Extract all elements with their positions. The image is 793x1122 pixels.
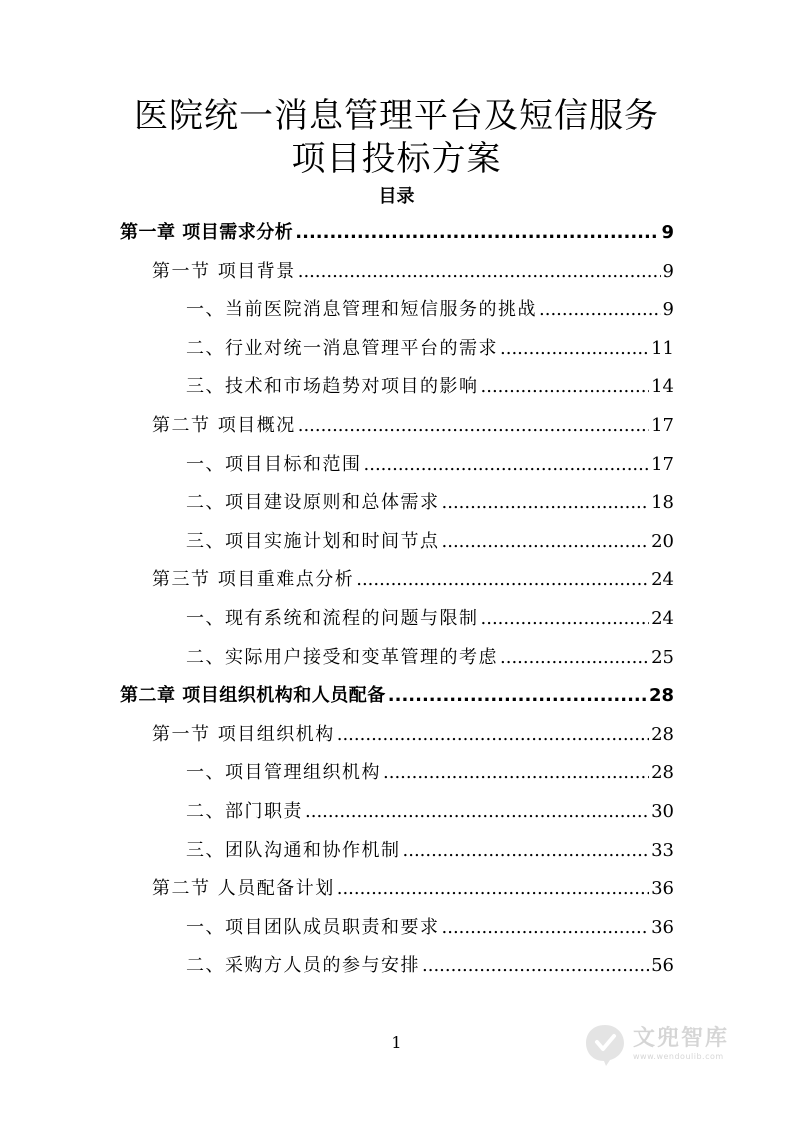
toc-entry-title: 第二节 人员配备计划 [152, 878, 335, 900]
toc-entry-title: 第一章 项目需求分析 [120, 222, 294, 243]
toc-entry-title: 二、部门职责 [186, 801, 303, 822]
toc-section-row [152, 411, 674, 441]
toc-subsection-row [186, 527, 674, 557]
toc-dot-leader [442, 488, 650, 518]
toc-subsection-row [186, 372, 674, 402]
toc-entry-title: 第一节 项目背景 [152, 260, 296, 282]
toc-subsection-row [186, 604, 674, 634]
toc-subsection-row [186, 836, 674, 866]
toc-entry-page: 56 [651, 955, 674, 977]
toc-entry-title: 三、团队沟通和协作机制 [186, 839, 401, 861]
toc-section-row [152, 874, 674, 904]
toc-entry-title: 第二章 项目组织机构和人员配备 [120, 685, 386, 707]
toc-entry-page: 28 [651, 762, 674, 784]
toc-dot-leader [337, 874, 649, 904]
toc-entry-page: 14 [651, 376, 674, 398]
toc-dot-leader [356, 565, 649, 595]
toc-dot-leader [481, 604, 650, 634]
toc-entry-title: 第二节 项目概况 [152, 415, 296, 436]
toc-entry-page: 9 [662, 299, 674, 321]
toc-heading: 目录 [378, 186, 415, 207]
toc-entry-title: 一、现有系统和流程的问题与限制 [186, 608, 479, 629]
toc-dot-leader [383, 758, 649, 788]
toc-dot-leader [364, 450, 650, 480]
toc-entry-page: 36 [651, 878, 674, 900]
toc-entry-page: 28 [648, 685, 674, 707]
toc-entry-page: 28 [651, 723, 674, 745]
toc-entry-title: 二、项目建设原则和总体需求 [186, 492, 440, 514]
toc-entry-page: 18 [651, 492, 674, 514]
toc-dot-leader [337, 720, 649, 750]
toc-dot-leader [305, 797, 649, 827]
toc-subsection-row [186, 295, 674, 325]
toc-dot-leader [388, 681, 647, 711]
toc-entry-page: 17 [651, 453, 674, 475]
toc-subsection-row [186, 643, 674, 673]
toc-entry-page: 30 [651, 801, 674, 822]
watermark [583, 1018, 753, 1070]
toc-subsection-row [186, 797, 674, 827]
toc-entry-title: 第一节 项目组织机构 [152, 723, 335, 745]
toc-entry-page: 24 [651, 608, 674, 629]
toc-entry-title: 一、项目管理组织机构 [186, 762, 381, 784]
toc-subsection-row [186, 450, 674, 480]
toc-subsection-row [186, 758, 674, 788]
watermark-url: www.wendoulib.com [633, 1052, 724, 1061]
page-number: 1 [391, 1033, 402, 1052]
toc-entry-page: 25 [651, 646, 674, 668]
toc-entry-page: 9 [662, 260, 674, 282]
toc-chapter-row [120, 218, 674, 248]
toc-entry-page: 17 [651, 415, 674, 436]
toc-entry-page: 33 [651, 839, 674, 861]
toc-section-row [152, 720, 674, 750]
toc-section-row [152, 257, 674, 287]
toc-entry-page: 24 [651, 569, 674, 591]
toc-dot-leader [442, 913, 650, 943]
toc-entry-page: 11 [651, 337, 674, 359]
toc-entry-title: 二、实际用户接受和变革管理的考虑 [186, 646, 498, 668]
toc-dot-leader [295, 218, 659, 248]
toc-subsection-row [186, 488, 674, 518]
toc-entry-title: 三、技术和市场趋势对项目的影响 [186, 376, 479, 398]
toc-dot-leader [442, 527, 650, 557]
toc-subsection-row [186, 334, 674, 364]
toc-entry-page: 36 [651, 916, 674, 938]
toc-dot-leader [422, 951, 649, 981]
toc-subsection-row [186, 913, 674, 943]
watermark-logo-icon [583, 1022, 627, 1066]
toc-entry-title: 一、项目团队成员职责和要求 [186, 916, 440, 938]
toc-dot-leader [539, 295, 661, 325]
toc-entry-page: 9 [661, 222, 674, 243]
toc-entry-title: 三、项目实施计划和时间节点 [186, 530, 440, 552]
toc-entry-title: 一、当前医院消息管理和短信服务的挑战 [186, 299, 537, 321]
toc-dot-leader [500, 334, 649, 364]
watermark-name: 文兜智库 [633, 1026, 730, 1051]
toc-dot-leader [500, 643, 649, 673]
document-title-line-2: 项目投标方案 [291, 139, 502, 179]
toc-entry-title: 二、采购方人员的参与安排 [186, 955, 420, 977]
toc-chapter-row [120, 681, 674, 711]
toc-dot-leader [481, 372, 650, 402]
toc-entry-title: 二、行业对统一消息管理平台的需求 [186, 337, 498, 359]
toc-dot-leader [298, 257, 661, 287]
toc-entry-title: 一、项目目标和范围 [186, 453, 362, 475]
toc-subsection-row [186, 951, 674, 981]
toc-entry-title: 第三节 项目重难点分析 [152, 569, 355, 591]
toc-dot-leader [403, 836, 650, 866]
toc-dot-leader [298, 411, 649, 441]
toc-entry-page: 20 [651, 530, 674, 552]
document-title-line-1: 医院统一消息管理平台及短信服务 [134, 96, 659, 136]
toc-section-row [152, 565, 674, 595]
